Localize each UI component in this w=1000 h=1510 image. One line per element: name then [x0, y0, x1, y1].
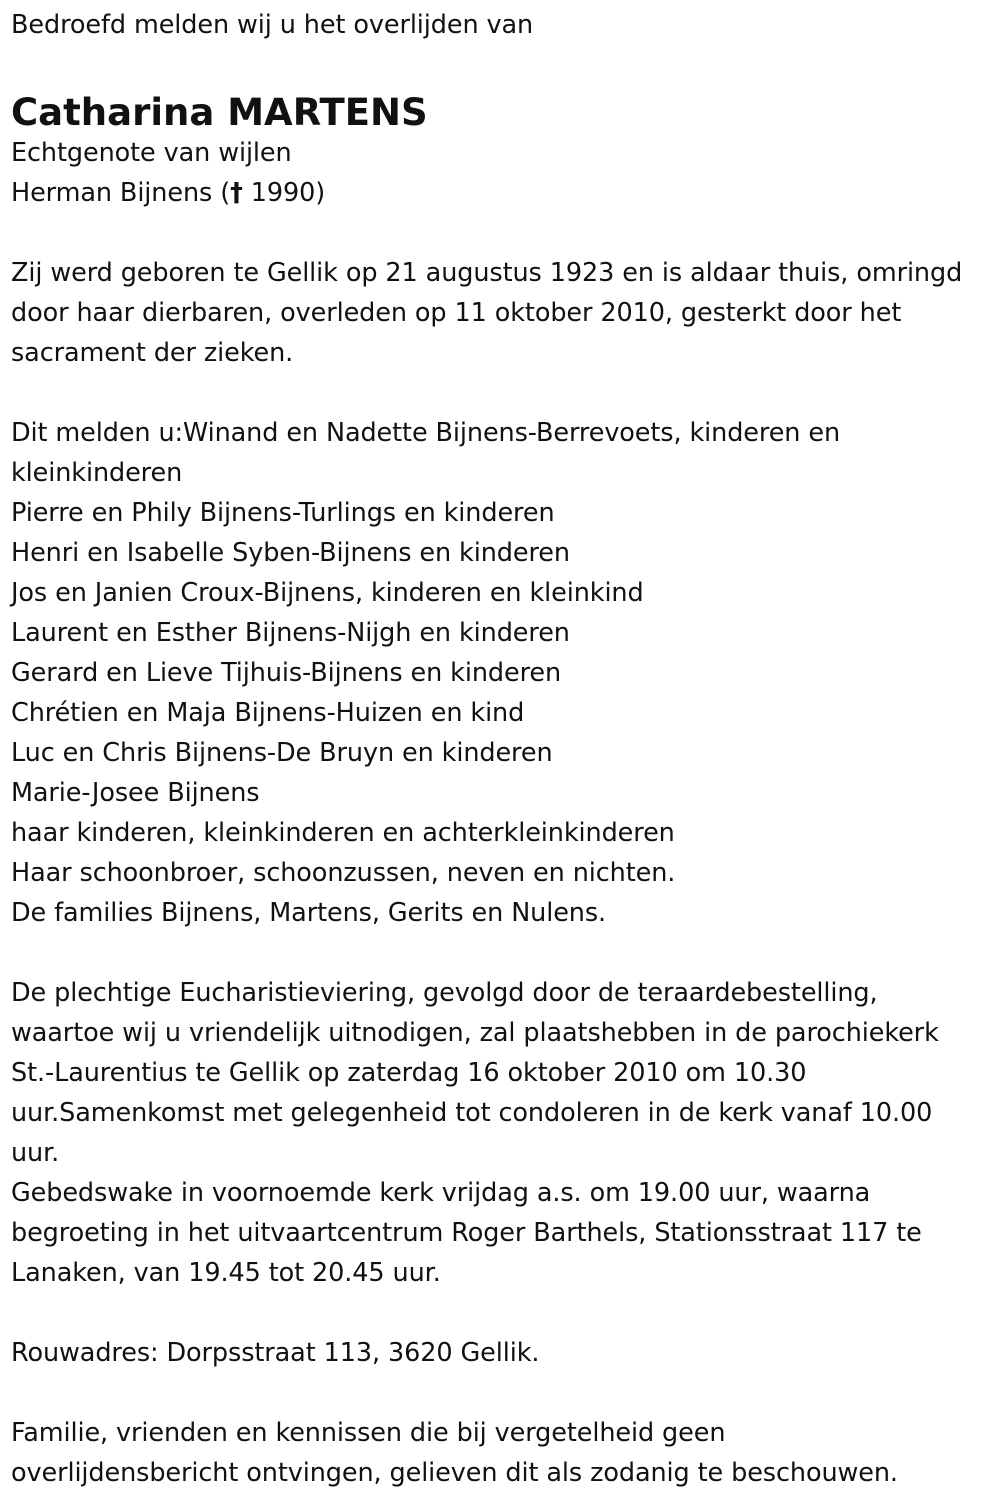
birth-death-paragraph	[11, 253, 996, 373]
spacer	[11, 213, 996, 253]
closing-paragraph	[11, 1413, 996, 1493]
ceremony-line: Lanaken, van 19.45 tot 20.45 uur.	[11, 1258, 441, 1288]
ceremony-line: uur.Samenkomst met gelegenheid tot condoleren in de kerk vanaf 10.00	[11, 1098, 933, 1128]
family-line: Haar schoonbroer, schoonzussen, neven en nichten.	[11, 858, 676, 888]
family-list	[11, 413, 996, 933]
spacer	[11, 933, 996, 973]
spacer	[11, 45, 996, 85]
spouse-death-year: 1990)	[242, 178, 326, 208]
paragraph-line: door haar dierbaren, overleden op 11 oktober 2010, gesterkt door het	[11, 298, 902, 328]
ceremony-line: De plechtige Eucharistieviering, gevolgd door de teraardebestelling,	[11, 978, 878, 1008]
family-line: Luc en Chris Bijnens-De Bruyn en kinderen	[11, 738, 553, 768]
family-line: Laurent en Esther Bijnens-Nijgh en kinderen	[11, 618, 570, 648]
family-line: Jos en Janien Croux-Bijnens, kinderen en kleinkind	[11, 578, 644, 608]
ceremony-line: St.-Laurentius te Gellik op zaterdag 16 oktober 2010 om 10.30	[11, 1058, 807, 1088]
cross-icon: †	[230, 178, 243, 208]
spouse-line	[11, 173, 996, 213]
spacer	[11, 1373, 996, 1413]
deceased-name: Catharina MARTENS	[11, 91, 428, 134]
family-line: Pierre en Phily Bijnens-Turlings en kinderen	[11, 498, 555, 528]
family-line: Dit melden u:Winand en Nadette Bijnens-Berrevoets, kinderen en	[11, 418, 841, 448]
spacer	[11, 1293, 996, 1333]
mourning-address: Rouwadres: Dorpsstraat 113, 3620 Gellik.	[11, 1338, 540, 1368]
paragraph-line: Zij werd geboren te Gellik op 21 augustus 1923 en is aldaar thuis, omringd	[11, 258, 963, 288]
spouse-name: Herman Bijnens (	[11, 178, 231, 208]
family-line: Henri en Isabelle Syben-Bijnens en kinderen	[11, 538, 570, 568]
family-line: Marie-Josee Bijnens	[11, 778, 260, 808]
family-line: haar kinderen, kleinkinderen en achterkleinkinderen	[11, 818, 675, 848]
ceremony-line: waartoe wij u vriendelijk uitnodigen, zal plaatshebben in de parochiekerk	[11, 1018, 939, 1048]
spouse-intro: Echtgenote van wijlen	[11, 138, 292, 168]
paragraph-line: sacrament der zieken.	[11, 338, 294, 368]
ceremony-line: begroeting in het uitvaartcentrum Roger Barthels, Stationsstraat 117 te	[11, 1218, 922, 1248]
intro-text: Bedroefd melden wij u het overlijden van	[11, 10, 534, 40]
closing-line: Familie, vrienden en kennissen die bij vergetelheid geen	[11, 1418, 726, 1448]
closing-line: overlijdensbericht ontvingen, gelieven dit als zodanig te beschouwen.	[11, 1458, 898, 1488]
family-line: Gerard en Lieve Tijhuis-Bijnens en kinderen	[11, 658, 562, 688]
family-line: Chrétien en Maja Bijnens-Huizen en kind	[11, 698, 525, 728]
ceremony-line: Gebedswake in voornoemde kerk vrijdag a.s. om 19.00 uur, waarna	[11, 1178, 871, 1208]
ceremony-line: uur.	[11, 1138, 60, 1168]
family-line: kleinkinderen	[11, 458, 183, 488]
obituary-notice	[11, 5, 996, 1493]
ceremony-paragraph	[11, 973, 996, 1293]
spacer	[11, 373, 996, 413]
family-line: De families Bijnens, Martens, Gerits en Nulens.	[11, 898, 607, 928]
